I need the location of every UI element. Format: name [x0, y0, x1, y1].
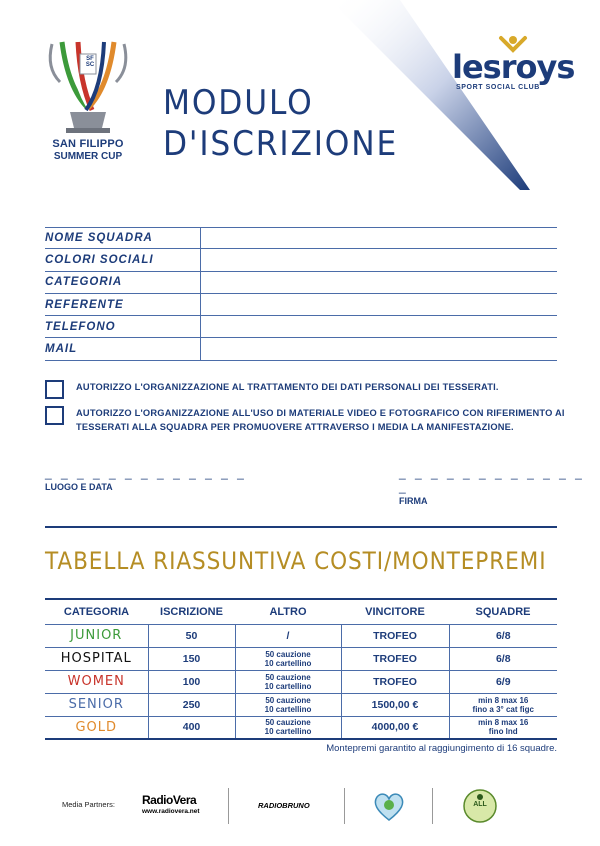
cell-teams: [449, 624, 557, 647]
media-partners-bar: [0, 786, 600, 826]
header-category: CATEGORIA: [45, 599, 148, 624]
header-registration: ISCRIZIONE: [148, 599, 235, 624]
table-row: [45, 693, 557, 716]
cell-registration-text: 400: [182, 721, 201, 734]
san-filippo-logo: [38, 38, 138, 168]
cell-registration: [148, 670, 235, 693]
cell-winner: [341, 693, 449, 716]
cell-teams: [449, 716, 557, 739]
mail-field[interactable]: [201, 338, 557, 359]
cell-category-text: GOLD: [75, 719, 118, 735]
cell-teams-text: 6/8: [495, 629, 511, 642]
trophy-icon: [44, 38, 132, 134]
cell-other-text: 50 cauzione: [265, 718, 311, 728]
phone-field[interactable]: [201, 316, 557, 337]
cell-registration-text: 50: [185, 629, 198, 642]
table-row: [45, 670, 557, 693]
team-colors-field[interactable]: [201, 249, 557, 270]
table-row: [45, 716, 557, 739]
place-date-line[interactable]: _ _ _ _ _ _ _ _ _ _ _ _ _: [45, 466, 247, 480]
cell-teams-text: fino a 3° cat figc: [472, 704, 534, 714]
partner-separator: [344, 788, 345, 824]
cell-category: [45, 716, 148, 739]
cell-registration: [148, 647, 235, 670]
heart-globe-icon: [372, 790, 406, 822]
cell-category: [45, 670, 148, 693]
logo-text-san-filippo: SAN FILIPPO: [52, 138, 124, 150]
cell-category-text: WOMEN: [67, 674, 125, 689]
form-row-contact: [45, 294, 557, 316]
cell-category-text: HOSPITAL: [60, 651, 132, 666]
cell-other-text: 10 cartellino: [264, 681, 312, 691]
cell-winner-text: TROFEO: [373, 629, 417, 642]
cell-category: [45, 693, 148, 716]
cell-other: [235, 670, 341, 693]
cell-winner: [341, 670, 449, 693]
partner-separator: [432, 788, 433, 824]
cell-other-text: /: [286, 629, 290, 642]
form-row-team-name: [45, 227, 557, 249]
cell-category-text: SENIOR: [68, 697, 124, 712]
logo-text-summer-cup: SUMMER CUP: [53, 151, 123, 162]
cell-other-text: 50 cauzione: [265, 695, 311, 705]
lesroys-logo: [448, 34, 578, 94]
jumping-figure-icon: [498, 34, 528, 74]
cell-teams: [449, 693, 557, 716]
registration-form: [45, 227, 557, 361]
cell-other: [235, 716, 341, 739]
cell-category: [45, 624, 148, 647]
form-row-category: [45, 272, 557, 294]
corner-stripe-decoration: [300, 0, 600, 200]
costs-table: [45, 598, 557, 740]
page-title-line1: MODULO: [163, 83, 314, 123]
cell-category-text: JUNIOR: [70, 628, 123, 643]
place-date-block: [45, 466, 247, 492]
table-row: [45, 624, 557, 647]
cell-teams: [449, 670, 557, 693]
cell-other-text: 10 cartellino: [264, 704, 312, 714]
radio-vera-url: www.radiovera.net: [142, 808, 200, 815]
cell-winner-text: 4000,00 €: [371, 721, 419, 734]
cell-teams-text: 6/9: [495, 675, 511, 688]
form-label: COLORI SOCIALI: [45, 249, 201, 270]
cell-other-text: 50 cauzione: [265, 672, 311, 682]
cell-other: [235, 647, 341, 670]
consent-checkbox[interactable]: [45, 380, 64, 399]
cell-winner-text: TROFEO: [373, 652, 417, 665]
table-row: [45, 647, 557, 670]
cell-registration-text: 100: [182, 675, 201, 688]
cell-other-text: 10 cartellino: [264, 658, 312, 668]
place-date-label: LUOGO E DATA: [45, 482, 113, 492]
logo-monogram: SF SC: [85, 56, 95, 68]
page-title-line2: D'ISCRIZIONE: [163, 124, 399, 164]
radio-vera-logo: RadioVera: [142, 793, 197, 807]
radio-bruno-logo: RADIOBRUNO: [258, 801, 310, 810]
cell-other-text: 50 cauzione: [265, 649, 311, 659]
cell-other: [235, 693, 341, 716]
signature-label: FIRMA: [399, 496, 428, 506]
header-winner: VINCITORE: [341, 599, 449, 624]
header-teams: SQUADRE: [449, 599, 557, 624]
prize-footnote: Montepremi garantito al raggiungimento di 16 squadre.: [326, 743, 557, 754]
form-label: REFERENTE: [45, 294, 201, 315]
contact-person-field[interactable]: [201, 294, 557, 315]
form-label: NOME SQUADRA: [45, 228, 201, 248]
cell-teams-text: min 8 max 16: [478, 695, 529, 705]
cell-winner: [341, 647, 449, 670]
category-field[interactable]: [201, 272, 557, 293]
costs-section-title: TABELLA RIASSUNTIVA COSTI/MONTEPREMI: [45, 547, 547, 575]
partner-separator: [228, 788, 229, 824]
lesroys-brand-text: lesroys: [452, 48, 575, 86]
cell-winner: [341, 624, 449, 647]
cell-winner: [341, 716, 449, 739]
cell-registration: [148, 624, 235, 647]
consent-checkbox[interactable]: [45, 406, 64, 425]
consent-data-processing: [45, 380, 565, 399]
form-row-mail: [45, 338, 557, 360]
cell-category: [45, 647, 148, 670]
form-row-phone: [45, 316, 557, 338]
consent-media-usage: [45, 406, 565, 434]
lesroys-subtitle: SPORT SOCIAL CLUB: [456, 84, 540, 91]
cell-teams-text: min 8 max 16: [478, 718, 529, 728]
cell-registration-text: 150: [182, 652, 201, 665]
cell-teams-text: fino lnd: [488, 727, 518, 737]
consent-text: AUTORIZZO L'ORGANIZZAZIONE ALL'USO DI MATERIALE VIDEO E FOTOGRAFICO CON RIFERIMENTO AI TESSERATI ALLA SQUADRA PER PROMUOVERE ATTRAVERSO I MEDIA LA MANIFESTAZIONE.: [76, 408, 565, 432]
team-name-field[interactable]: [201, 228, 557, 248]
section-divider: [45, 526, 557, 528]
form-label: MAIL: [45, 338, 201, 359]
cell-registration: [148, 693, 235, 716]
cell-registration-text: 250: [182, 698, 201, 711]
header-other: ALTRO: [235, 599, 341, 624]
cell-winner-text: TROFEO: [373, 675, 417, 688]
cell-other-text: 10 cartellino: [264, 727, 312, 737]
cell-teams: [449, 647, 557, 670]
consent-text: AUTORIZZO L'ORGANIZZAZIONE AL TRATTAMENTO DEI DATI PERSONALI DEI TESSERATI.: [76, 382, 499, 392]
form-label: TELEFONO: [45, 316, 201, 337]
cell-registration: [148, 716, 235, 739]
form-row-team-colors: [45, 249, 557, 271]
cell-winner-text: 1500,00 €: [371, 698, 419, 711]
cell-other: [235, 624, 341, 647]
cell-teams-text: 6/8: [495, 652, 511, 665]
form-label: CATEGORIA: [45, 272, 201, 293]
media-partners-label: Media Partners:: [62, 800, 115, 809]
all-badge-text: ALL: [473, 801, 487, 808]
signature-line[interactable]: _ _ _ _ _ _ _ _ _ _ _ _ _: [399, 466, 585, 494]
table-header-row: [45, 599, 557, 624]
signature-block: [399, 466, 600, 506]
